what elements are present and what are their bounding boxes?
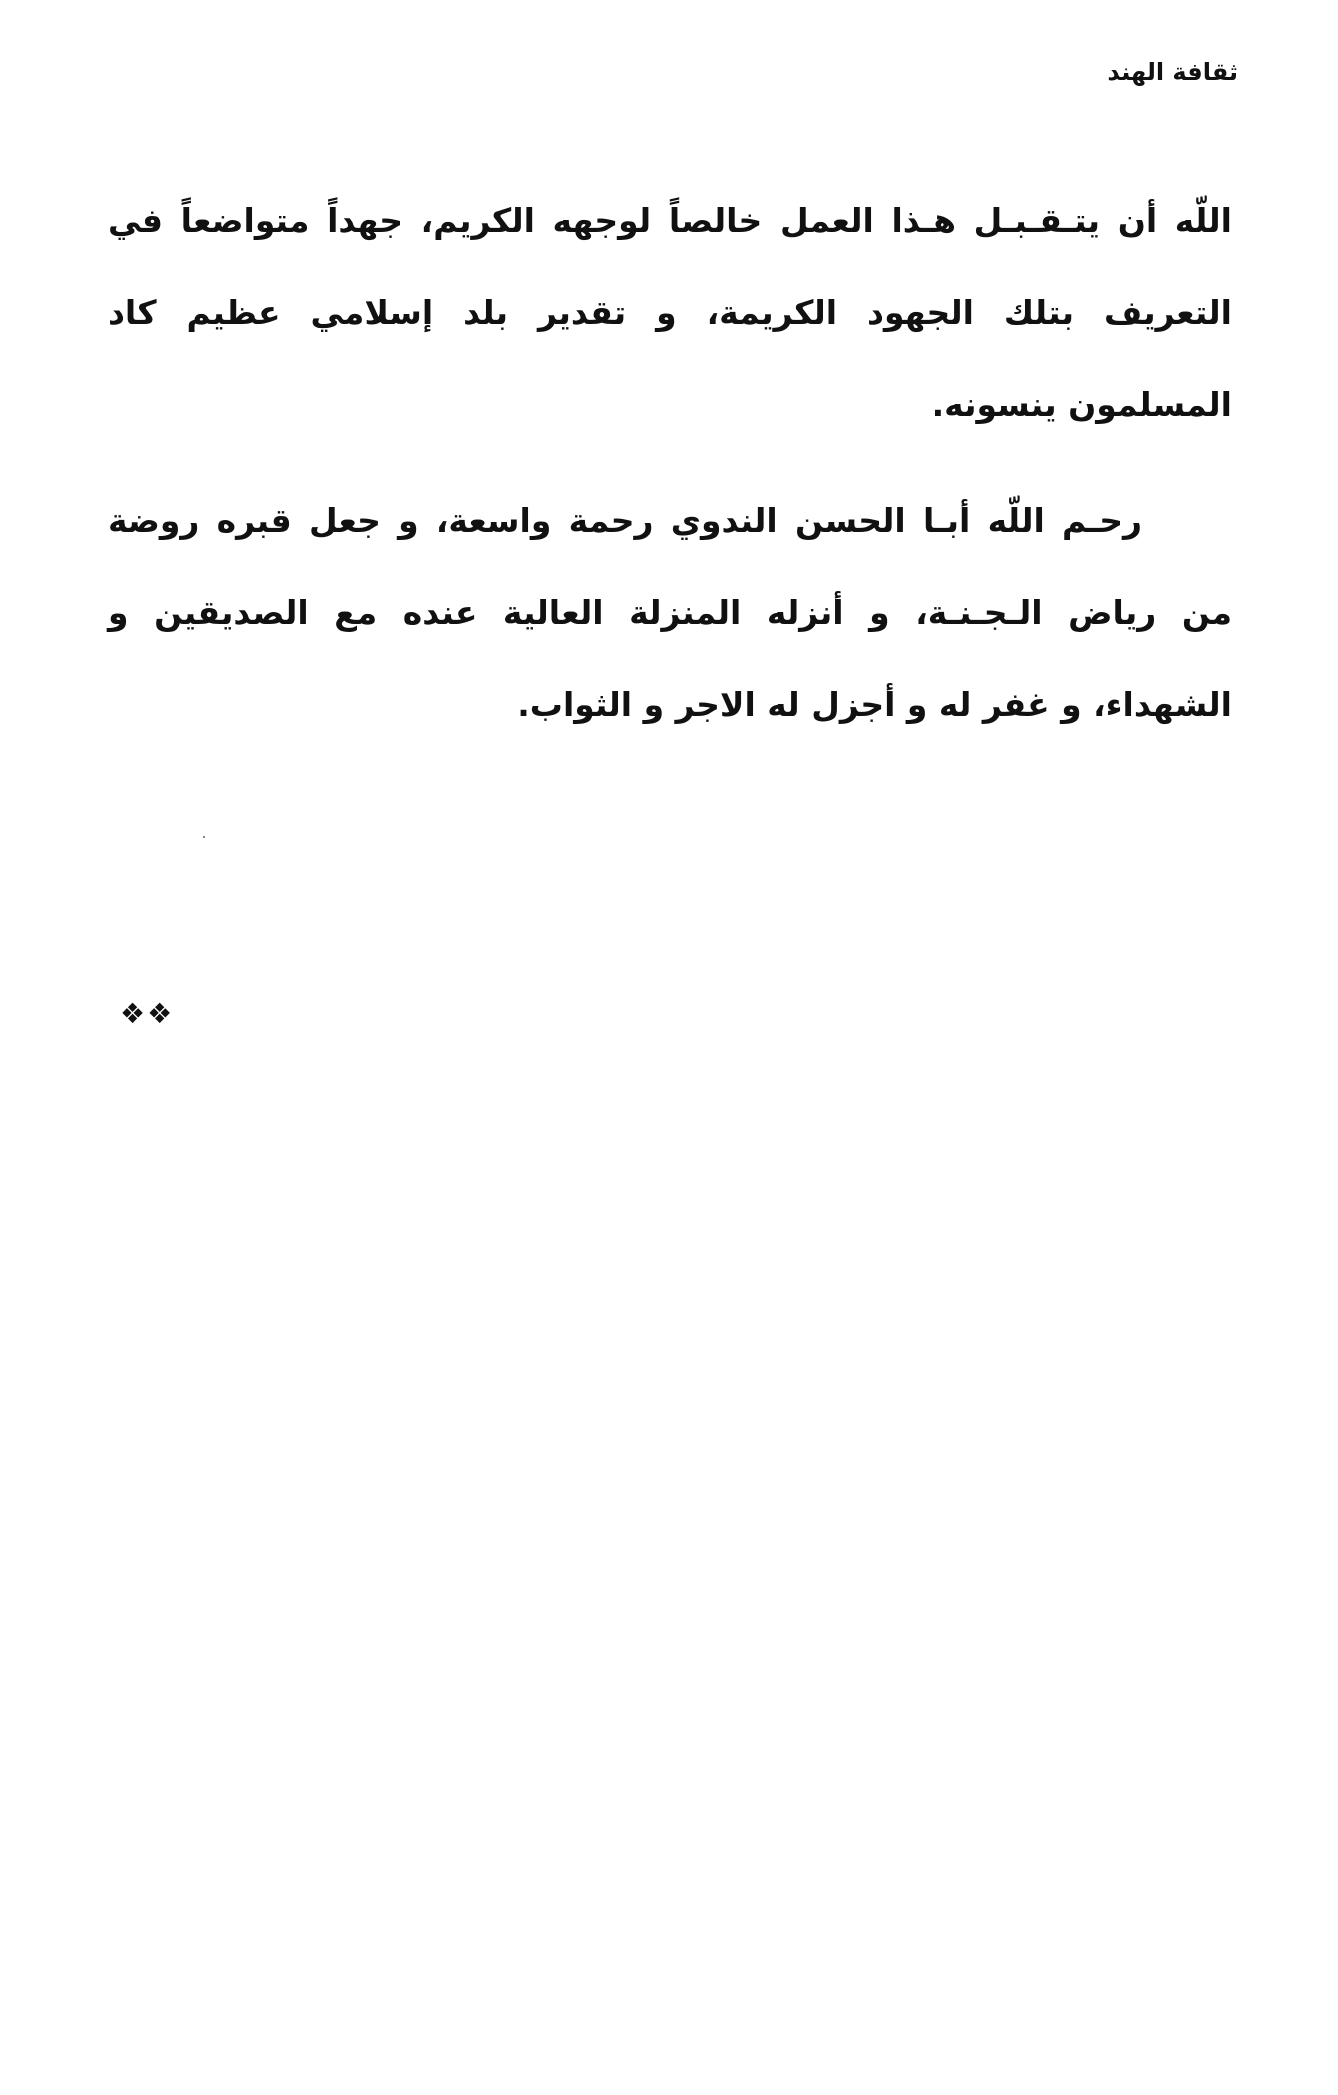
- body-text: [108, 175, 1232, 775]
- paragraph-1: اللّه أن يتـقـبـل هـذا العمل خالصاً لوجهه الكريم، جهداً متواضعاً في التعريف بتلك الجهود الكريمة، و تقدير بلد إسلامي عظيم كاد المسلمون ينسونه.: [108, 201, 1232, 424]
- running-header: ثقافة الهند: [1107, 58, 1238, 86]
- section-end-ornament-icon: ❖❖: [120, 997, 175, 1030]
- scan-speck: [203, 836, 205, 838]
- paragraph-2: رحـم اللّه أبـا الحسن الندوي رحمة واسعة، و جعل قبره روضة من رياض الـجـنـة، و أنزله المنزلة العالية عنده مع الصديقين و الشهداء، و غفر له و أجزل له الاجر و الثواب.: [108, 501, 1232, 724]
